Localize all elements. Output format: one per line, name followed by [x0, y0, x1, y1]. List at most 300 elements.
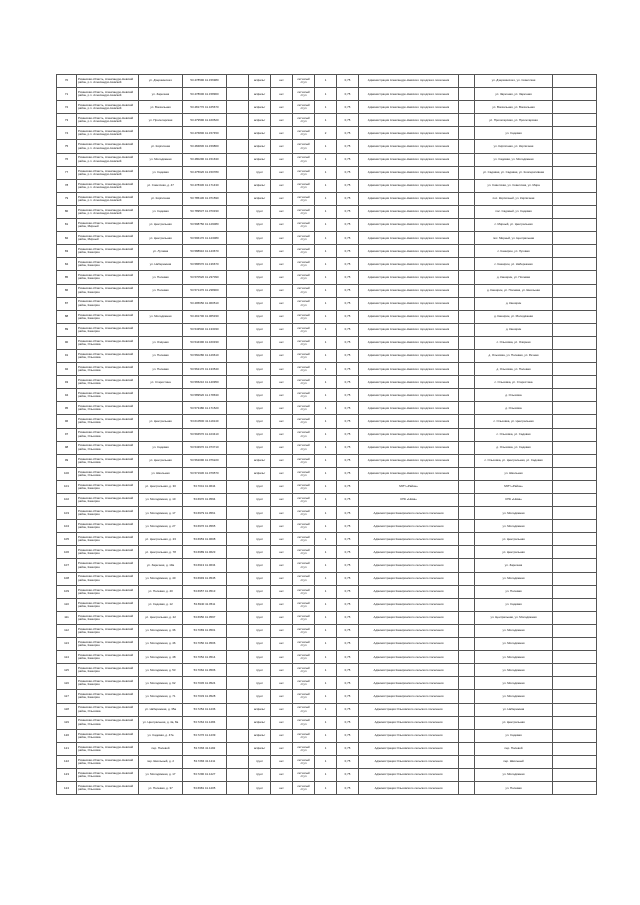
volume-cell: 0,75 — [337, 415, 359, 428]
empty-cell — [459, 729, 475, 742]
empty-cell — [553, 114, 597, 127]
ownership-cell: нет — [271, 219, 293, 232]
street-cell: ул. Озёрная — [139, 336, 183, 349]
table-row — [57, 323, 597, 336]
empty-cell — [227, 664, 249, 677]
ownership-cell: нет — [271, 467, 293, 480]
volume-cell: 0,75 — [337, 258, 359, 271]
cover-cell: грунт — [249, 768, 271, 781]
count-cell: 1 — [315, 729, 337, 742]
cover-cell: асфальт — [249, 140, 271, 153]
coordinates-cell: 53.478600 41.158960 — [183, 88, 227, 101]
row-number: 70 — [57, 75, 77, 88]
volume-cell: 0,75 — [337, 297, 359, 310]
street-cell: ул. Центральная, д. 22 — [139, 611, 183, 624]
empty-cell — [227, 114, 249, 127]
source-cell: ул. Полевая — [475, 585, 553, 598]
source-cell: ул. Молодёжная — [475, 690, 553, 703]
empty-cell — [459, 363, 475, 376]
surface-cell: сетчатый стул — [293, 559, 315, 572]
coordinates-cell: 53.789537 41.070330 — [183, 205, 227, 218]
organization-cell: Администрация Каширинского сельского поселения — [359, 651, 459, 664]
organization-cell: Администрация Каширинского сельского поселения — [359, 507, 459, 520]
empty-cell — [459, 179, 475, 192]
volume-cell: 0,75 — [337, 611, 359, 624]
source-cell: СПК «Нива» — [475, 494, 553, 507]
empty-cell — [459, 415, 475, 428]
source-cell: ул. Школьная — [475, 467, 553, 480]
source-cell: пос. Садовый, ул. Садовая — [475, 205, 553, 218]
row-number: 91 — [57, 349, 77, 362]
source-cell: с. Мирный, ул. Центральная — [475, 219, 553, 232]
cover-cell: асфальт — [249, 114, 271, 127]
ownership-cell: нет — [271, 624, 293, 637]
coordinates-cell: 53.573480 41.171520 — [183, 402, 227, 415]
volume-cell: 0,75 — [337, 546, 359, 559]
organization-cell: Администрация Каширинского сельского поселения — [359, 559, 459, 572]
coordinates-cell: 53.6970 41.0594 — [183, 494, 227, 507]
location-cell: Рязанская область, Александро-Невский район, р.п. Александро-Невский — [77, 192, 139, 205]
cover-cell: асфальт — [249, 742, 271, 755]
empty-cell — [553, 559, 597, 572]
empty-cell — [459, 520, 475, 533]
organization-cell: Администрация Александро-Невского городского поселения — [359, 75, 459, 88]
coordinates-cell: 53.7264 41.1284 — [183, 716, 227, 729]
location-cell: Рязанская область, Александро-Невский район, р.п. Александро-Невский — [77, 140, 139, 153]
organization-cell: Администрация Александро-Невского городского поселения — [359, 179, 459, 192]
source-cell: ул. Кирпичная, ул. Кирпичная — [475, 140, 553, 153]
coordinates-cell: 53.571470 41.238900 — [183, 284, 227, 297]
surface-cell: сетчатый стул — [293, 467, 315, 480]
surface-cell: сетчатый стул — [293, 480, 315, 493]
empty-cell — [459, 677, 475, 690]
street-cell — [139, 402, 183, 415]
table-row — [57, 179, 597, 192]
table-row — [57, 585, 597, 598]
empty-cell — [553, 75, 597, 88]
row-number: 73 — [57, 114, 77, 127]
coordinates-cell: 53.476800 41.157450 — [183, 127, 227, 140]
organization-cell: Администрация Александро-Невского городского поселения — [359, 192, 459, 205]
source-cell: ул. Набережная — [475, 703, 553, 716]
empty-cell — [459, 245, 475, 258]
table-row — [57, 284, 597, 297]
cover-cell: грунт — [249, 166, 271, 179]
empty-cell — [459, 101, 475, 114]
count-cell: 1 — [315, 402, 337, 415]
ownership-cell: нет — [271, 520, 293, 533]
surface-cell: сетчатый стул — [293, 598, 315, 611]
cover-cell: грунт — [249, 638, 271, 651]
source-cell: ул. Садовая, ул. Садовая, ул. Кооперативная — [475, 166, 553, 179]
row-number: 87 — [57, 297, 77, 310]
street-cell: ул. Молодёжная, д. 53 — [139, 664, 183, 677]
volume-cell: 0,75 — [337, 572, 359, 585]
count-cell: 1 — [315, 664, 337, 677]
organization-cell: Администрация Александро-Невского городского поселения — [359, 349, 459, 362]
row-number: 106 — [57, 546, 77, 559]
empty-cell — [227, 768, 249, 781]
empty-cell — [553, 127, 597, 140]
coordinates-cell: 53.7050 41.0506 — [183, 638, 227, 651]
row-number: 82 — [57, 232, 77, 245]
empty-cell — [459, 232, 475, 245]
empty-cell — [553, 507, 597, 520]
table-row — [57, 153, 597, 166]
empty-cell — [227, 323, 249, 336]
empty-cell — [459, 507, 475, 520]
empty-cell — [459, 480, 475, 493]
count-cell: 1 — [315, 585, 337, 598]
surface-cell: сетчатый стул — [293, 297, 315, 310]
row-number: 81 — [57, 219, 77, 232]
ownership-cell: нет — [271, 559, 293, 572]
organization-cell: Администрация Александро-Невского городского поселения — [359, 219, 459, 232]
empty-cell — [227, 441, 249, 454]
empty-cell — [459, 114, 475, 127]
count-cell: 1 — [315, 598, 337, 611]
coordinates-cell: 53.6981 41.1205 — [183, 782, 227, 795]
street-cell: ул. Полевая, д. 37 — [139, 782, 183, 795]
volume-cell: 0,75 — [337, 703, 359, 716]
table-row — [57, 703, 597, 716]
cover-cell: грунт — [249, 559, 271, 572]
street-cell: ул. Садовая, д. 47а — [139, 729, 183, 742]
empty-cell — [553, 205, 597, 218]
location-cell: Рязанская область, Александро-Невский район, Ольховка — [77, 415, 139, 428]
location-cell: Рязанская область, Александро-Невский район, Ольховка — [77, 389, 139, 402]
ownership-cell: нет — [271, 336, 293, 349]
surface-cell: сетчатый стул — [293, 533, 315, 546]
table-row — [57, 114, 597, 127]
volume-cell: 0,75 — [337, 101, 359, 114]
row-number: 120 — [57, 729, 77, 742]
ownership-cell: нет — [271, 716, 293, 729]
surface-cell: сетчатый стул — [293, 349, 315, 362]
ownership-cell: нет — [271, 454, 293, 467]
empty-cell — [553, 192, 597, 205]
table-row — [57, 376, 597, 389]
table-row — [57, 192, 597, 205]
surface-cell: сетчатый стул — [293, 520, 315, 533]
organization-cell: Администрация Александро-Невского городского поселения — [359, 140, 459, 153]
organization-cell: Администрация Александро-Невского городского поселения — [359, 441, 459, 454]
empty-cell — [553, 219, 597, 232]
empty-cell — [227, 494, 249, 507]
ownership-cell: нет — [271, 323, 293, 336]
count-cell: 1 — [315, 480, 337, 493]
empty-cell — [227, 245, 249, 258]
empty-cell — [459, 467, 475, 480]
ownership-cell: нет — [271, 611, 293, 624]
street-cell: ул. Молодёжная, д. 10 — [139, 494, 183, 507]
count-cell: 1 — [315, 376, 337, 389]
volume-cell: 0,75 — [337, 336, 359, 349]
surface-cell: сетчатый стул — [293, 703, 315, 716]
location-cell: Рязанская область, Александро-Невский район, Мирный — [77, 219, 139, 232]
cover-cell: грунт — [249, 480, 271, 493]
empty-cell — [459, 664, 475, 677]
row-number: 116 — [57, 677, 77, 690]
ownership-cell: нет — [271, 690, 293, 703]
surface-cell: сетчатый стул — [293, 140, 315, 153]
empty-cell — [227, 271, 249, 284]
volume-cell: 0,75 — [337, 494, 359, 507]
surface-cell: сетчатый стул — [293, 402, 315, 415]
source-cell: д. Ольховка — [475, 389, 553, 402]
location-cell: Рязанская область, Александро-Невский район, Каширин — [77, 585, 139, 598]
location-cell: Рязанская область, Александро-Невский район, Каширин — [77, 677, 139, 690]
volume-cell: 0,75 — [337, 310, 359, 323]
organization-cell: Администрация Каширинского сельского поселения — [359, 677, 459, 690]
count-cell: 1 — [315, 88, 337, 101]
row-number: 89 — [57, 323, 77, 336]
organization-cell: Администрация Александро-Невского городского поселения — [359, 284, 459, 297]
source-cell: ул. Заречная — [475, 559, 553, 572]
cover-cell: асфальт — [249, 88, 271, 101]
surface-cell: сетчатый стул — [293, 232, 315, 245]
table-row — [57, 336, 597, 349]
table-row — [57, 428, 597, 441]
location-cell: Рязанская область, Александро-Невский район, Ольховка — [77, 428, 139, 441]
table-row — [57, 205, 597, 218]
volume-cell: 0,75 — [337, 690, 359, 703]
organization-cell: Администрация Ольховского сельского поселения — [359, 729, 459, 742]
organization-cell: Администрация Ольховского сельского поселения — [359, 768, 459, 781]
coordinates-cell: 53.586570 41.136670 — [183, 258, 227, 271]
surface-cell: сетчатый стул — [293, 88, 315, 101]
coordinates-cell: 53.562090 41.076220 — [183, 454, 227, 467]
source-cell: ул. Вокзальная, ул. Вокзальная — [475, 101, 553, 114]
row-number: 94 — [57, 389, 77, 402]
location-cell: Рязанская область, Александро-Невский район, р.п. Александро-Невский — [77, 179, 139, 192]
cover-cell: грунт — [249, 546, 271, 559]
table-row — [57, 494, 597, 507]
empty-cell — [227, 755, 249, 768]
empty-cell — [227, 140, 249, 153]
empty-cell — [553, 232, 597, 245]
empty-cell — [553, 611, 597, 624]
coordinates-cell: 53.7041 41.0644 — [183, 480, 227, 493]
count-cell: 1 — [315, 297, 337, 310]
volume-cell: 0,75 — [337, 232, 359, 245]
volume-cell: 0,75 — [337, 742, 359, 755]
count-cell: 1 — [315, 782, 337, 795]
empty-cell — [459, 88, 475, 101]
location-cell: Рязанская область, Александро-Невский район, Каширин — [77, 494, 139, 507]
surface-cell: сетчатый стул — [293, 624, 315, 637]
source-cell: ул. Заречная, ул. Заречная — [475, 88, 553, 101]
empty-cell — [227, 127, 249, 140]
empty-cell — [459, 624, 475, 637]
empty-cell — [227, 651, 249, 664]
row-number: 101 — [57, 480, 77, 493]
count-cell: 1 — [315, 75, 337, 88]
volume-cell: 0,75 — [337, 716, 359, 729]
street-cell: ул. Центральная — [139, 232, 183, 245]
cover-cell: асфальт — [249, 716, 271, 729]
street-cell: ул. Молодёжная, д. 17 — [139, 768, 183, 781]
surface-cell: сетчатый стул — [293, 258, 315, 271]
table-row — [57, 677, 597, 690]
row-number: 76 — [57, 153, 77, 166]
count-cell: 1 — [315, 638, 337, 651]
empty-cell — [459, 336, 475, 349]
coordinates-cell: 53.484830 41.159860 — [183, 140, 227, 153]
empty-cell — [553, 716, 597, 729]
cover-cell: асфальт — [249, 75, 271, 88]
volume-cell: 0,75 — [337, 323, 359, 336]
coordinates-cell: 53.7052 41.0514 — [183, 651, 227, 664]
ownership-cell: нет — [271, 75, 293, 88]
count-cell: 1 — [315, 716, 337, 729]
ownership-cell: нет — [271, 546, 293, 559]
source-cell: д. Каширин — [475, 297, 553, 310]
source-cell: ул. Садовая — [475, 598, 553, 611]
empty-cell — [459, 140, 475, 153]
empty-cell — [553, 546, 597, 559]
empty-cell — [553, 467, 597, 480]
table-row — [57, 467, 597, 480]
ownership-cell: нет — [271, 755, 293, 768]
coordinates-cell: 53.6976 41.0565 — [183, 520, 227, 533]
cover-cell: грунт — [249, 428, 271, 441]
table-row — [57, 258, 597, 271]
location-cell: Рязанская область, Александро-Невский район, Каширин — [77, 598, 139, 611]
cover-cell: грунт — [249, 598, 271, 611]
table-row — [57, 664, 597, 677]
location-cell: Рязанская область, Александро-Невский район, Ольховка — [77, 742, 139, 755]
coordinates-cell: 53.6989 41.0623 — [183, 546, 227, 559]
cover-cell: грунт — [249, 205, 271, 218]
row-number: 90 — [57, 336, 77, 349]
row-number: 112 — [57, 624, 77, 637]
coordinates-cell: 53.560280 41.129610 — [183, 349, 227, 362]
street-cell — [139, 297, 183, 310]
surface-cell: сетчатый стул — [293, 638, 315, 651]
count-cell: 1 — [315, 232, 337, 245]
count-cell: 1 — [315, 624, 337, 637]
volume-cell: 0,75 — [337, 638, 359, 651]
surface-cell: сетчатый стул — [293, 441, 315, 454]
volume-cell: 0,75 — [337, 271, 359, 284]
organization-cell: Администрация Александро-Невского городского поселения — [359, 153, 459, 166]
cover-cell: грунт — [249, 271, 271, 284]
street-cell: ул. Молодёжная, д. 48 — [139, 651, 183, 664]
volume-cell: 0,75 — [337, 219, 359, 232]
source-cell: с. Каширин, ул. Набережная — [475, 258, 553, 271]
source-cell: с. Ольховка, ул. Садовая — [475, 428, 553, 441]
street-cell: ул. Садовая — [139, 205, 183, 218]
source-cell: д. Ольховка — [475, 402, 553, 415]
count-cell: 1 — [315, 533, 337, 546]
volume-cell: 0,75 — [337, 166, 359, 179]
ownership-cell: нет — [271, 507, 293, 520]
source-cell: ул. Молодёжная — [475, 572, 553, 585]
street-cell: ул. Пролетарская — [139, 114, 183, 127]
ownership-cell: нет — [271, 349, 293, 362]
organization-cell: Администрация Александро-Невского городского поселения — [359, 389, 459, 402]
empty-cell — [227, 75, 249, 88]
empty-cell — [227, 336, 249, 349]
cover-cell: асфальт — [249, 467, 271, 480]
organization-cell: Администрация Каширинского сельского поселения — [359, 611, 459, 624]
surface-cell: сетчатый стул — [293, 415, 315, 428]
volume-cell: 0,75 — [337, 677, 359, 690]
empty-cell — [459, 598, 475, 611]
empty-cell — [227, 153, 249, 166]
row-number: 99 — [57, 454, 77, 467]
table-row — [57, 768, 597, 781]
location-cell: Рязанская область, Александро-Невский район, Ольховка — [77, 363, 139, 376]
organization-cell: Администрация Каширинского сельского поселения — [359, 690, 459, 703]
volume-cell: 0,75 — [337, 454, 359, 467]
surface-cell: сетчатый стул — [293, 245, 315, 258]
count-cell: 1 — [315, 336, 337, 349]
empty-cell — [553, 585, 597, 598]
location-cell: Рязанская область, Александро-Невский район, Ольховка — [77, 768, 139, 781]
row-number: 85 — [57, 271, 77, 284]
source-cell: с. Ольховка, ул. Озёрная — [475, 336, 553, 349]
location-cell: Рязанская область, Александро-Невский район, Каширин — [77, 690, 139, 703]
empty-cell — [553, 624, 597, 637]
surface-cell: сетчатый стул — [293, 284, 315, 297]
source-cell: д. Ольховка, ул. Полевая, ул. Речная — [475, 349, 553, 362]
coordinates-cell: 53.475620 41.150780 — [183, 166, 227, 179]
surface-cell: сетчатый стул — [293, 546, 315, 559]
table-row — [57, 742, 597, 755]
organization-cell: Администрация Каширинского сельского поселения — [359, 624, 459, 637]
empty-cell — [459, 768, 475, 781]
street-cell — [139, 323, 183, 336]
empty-cell — [553, 140, 597, 153]
surface-cell: сетчатый стул — [293, 271, 315, 284]
empty-cell — [227, 179, 249, 192]
row-number: 86 — [57, 284, 77, 297]
row-number: 123 — [57, 768, 77, 781]
table-row — [57, 441, 597, 454]
count-cell: 1 — [315, 245, 337, 258]
volume-cell: 0,75 — [337, 467, 359, 480]
row-number: 93 — [57, 376, 77, 389]
empty-cell — [553, 245, 597, 258]
cover-cell: грунт — [249, 363, 271, 376]
empty-cell — [459, 349, 475, 362]
cover-cell: грунт — [249, 402, 271, 415]
empty-cell — [553, 454, 597, 467]
surface-cell: сетчатый стул — [293, 75, 315, 88]
street-cell: ул. Садовая — [139, 166, 183, 179]
volume-cell: 0,75 — [337, 729, 359, 742]
street-cell: ул. Кирпичная — [139, 192, 183, 205]
count-cell: 1 — [315, 703, 337, 716]
street-cell: ул. Центральная, д. 4а, 8а — [139, 716, 183, 729]
empty-cell — [227, 376, 249, 389]
surface-cell: сетчатый стул — [293, 651, 315, 664]
count-cell: 1 — [315, 363, 337, 376]
location-cell: Рязанская область, Александро-Невский район, р.п. Александро-Невский — [77, 114, 139, 127]
empty-cell — [459, 533, 475, 546]
table-row — [57, 507, 597, 520]
count-cell: 1 — [315, 441, 337, 454]
row-number: 72 — [57, 101, 77, 114]
surface-cell: сетчатый стул — [293, 336, 315, 349]
coordinates-cell: 53.491700 41.065330 — [183, 310, 227, 323]
ownership-cell: нет — [271, 742, 293, 755]
empty-cell — [553, 441, 597, 454]
empty-cell — [553, 755, 597, 768]
count-cell: 1 — [315, 415, 337, 428]
